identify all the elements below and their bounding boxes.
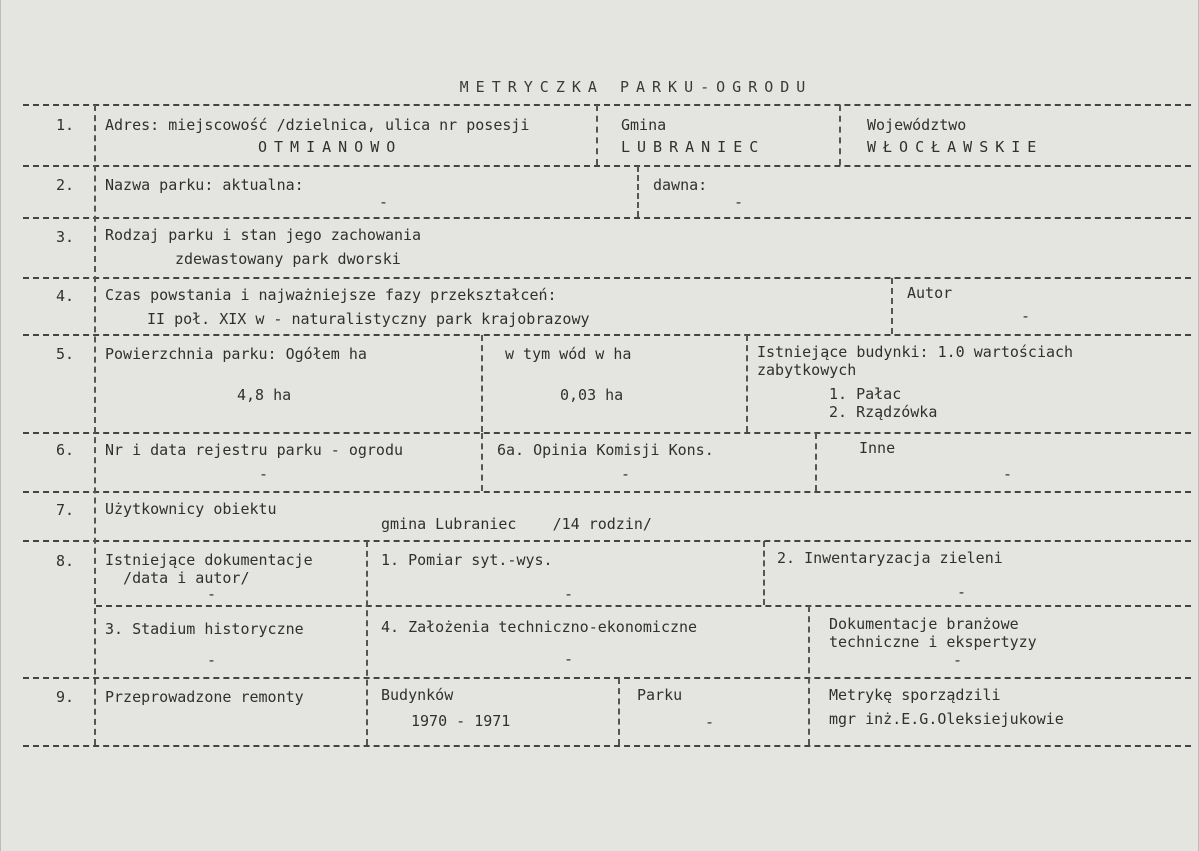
rule-top	[23, 104, 1191, 106]
row-number: 2.	[56, 176, 75, 194]
divider	[763, 541, 765, 605]
rule-2	[23, 217, 1191, 219]
gmina-label: Gmina	[621, 116, 667, 134]
row-number: 3.	[56, 228, 75, 246]
park-name-label: Nazwa parku: aktualna:	[105, 176, 304, 194]
document-title: METRYCZKA PARKU-OGRODU	[459, 78, 813, 96]
divider	[839, 105, 841, 165]
building-item: 2. Rządzówka	[829, 403, 938, 421]
rule-7	[23, 540, 1191, 542]
water-label: w tym wód w ha	[505, 345, 632, 363]
former-name-label: dawna:	[653, 176, 708, 194]
area-label: Powierzchnia parku: Ogółem ha	[105, 345, 367, 363]
row-number: 7.	[56, 501, 75, 519]
voivodeship-label: Województwo	[867, 116, 967, 134]
compiled-by-value: mgr inż.E.G.Oleksiejukowie	[829, 710, 1064, 728]
historical-study-value: -	[207, 651, 217, 669]
divider	[746, 335, 748, 432]
address-label: Adres: miejscowość /dzielnica, ulica nr posesji	[105, 116, 530, 134]
rule-6	[23, 491, 1191, 493]
address-value: OTMIANOWO	[258, 138, 403, 156]
divider	[481, 335, 483, 432]
row-number: 6.	[56, 441, 75, 459]
rule-8a	[96, 605, 1191, 607]
documentation-label: Istniejące dokumentacje /data i autor/	[105, 551, 313, 587]
divider	[891, 278, 893, 334]
voivodeship-value: WŁOCŁAWSKIE	[867, 138, 1044, 156]
branch-documentation-label: Dokumentacje branżowe techniczne i ekspertyzy	[829, 615, 1037, 651]
park-repair-label: Parku	[637, 686, 683, 704]
water-value: 0,03 ha	[560, 386, 624, 404]
divider	[808, 606, 810, 745]
buildings-repair-value: 1970 - 1971	[411, 712, 511, 730]
rule-1	[23, 165, 1191, 167]
commission-opinion-label: 6a. Opinia Komisji Kons.	[497, 441, 714, 459]
branch-documentation-value: -	[953, 651, 963, 669]
survey-value: -	[564, 585, 574, 603]
building-item: 1. Pałac	[829, 385, 902, 403]
num-column-divider	[94, 105, 96, 745]
rule-3	[23, 277, 1191, 279]
other-label: Inne	[859, 439, 896, 457]
users-value: gmina Lubraniec /14 rodzin/	[381, 515, 652, 533]
compiled-by-label: Metrykę sporządzili	[829, 686, 1001, 704]
row-number: 4.	[56, 287, 75, 305]
row-number: 8.	[56, 552, 75, 570]
greenery-inventory-label: 2. Inwentaryzacja zieleni	[777, 549, 1003, 567]
rule-8b	[23, 677, 1191, 679]
rule-4	[23, 334, 1191, 336]
author-value: -	[1021, 307, 1031, 325]
existing-buildings-label: Istniejące budynki: 1.0 wartościach zabytkowych	[757, 343, 1074, 379]
documentation-value: -	[207, 585, 217, 603]
park-repair-value: -	[705, 713, 715, 731]
row-number: 1.	[56, 116, 75, 134]
area-value: 4,8 ha	[237, 386, 292, 404]
park-type-label: Rodzaj parku i stan jego zachowania	[105, 226, 422, 244]
gmina-value: LUBRANIEC	[621, 138, 766, 156]
former-name-value: -	[734, 193, 744, 211]
survey-label: 1. Pomiar syt.-wys.	[381, 551, 553, 569]
technical-economic-label: 4. Założenia techniczno-ekonomiczne	[381, 618, 698, 636]
greenery-inventory-value: -	[957, 583, 967, 601]
divider	[366, 541, 368, 745]
repairs-label: Przeprowadzone remonty	[105, 688, 304, 706]
row-number: 5.	[56, 345, 75, 363]
registry-label: Nr i data rejestru parku - ogrodu	[105, 441, 404, 459]
registry-value: -	[259, 465, 269, 483]
row-number: 9.	[56, 688, 75, 706]
divider	[637, 166, 639, 217]
park-name-value: -	[379, 193, 389, 211]
divider	[596, 105, 598, 165]
historical-study-label: 3. Stadium historyczne	[105, 620, 304, 638]
divider	[481, 433, 483, 491]
commission-opinion-value: -	[621, 465, 631, 483]
divider	[618, 678, 620, 745]
author-label: Autor	[907, 284, 953, 302]
rule-5	[23, 432, 1191, 434]
origin-label: Czas powstania i najważniejsze fazy przekształceń:	[105, 286, 557, 304]
other-value: -	[1003, 465, 1013, 483]
buildings-repair-label: Budynków	[381, 686, 454, 704]
technical-economic-value: -	[564, 650, 574, 668]
rule-bottom	[23, 745, 1191, 747]
divider	[815, 433, 817, 491]
park-type-value: zdewastowany park dworski	[175, 250, 401, 268]
origin-value: II poł. XIX w - naturalistyczny park krajobrazowy	[147, 310, 590, 328]
users-label: Użytkownicy obiektu	[105, 500, 277, 518]
